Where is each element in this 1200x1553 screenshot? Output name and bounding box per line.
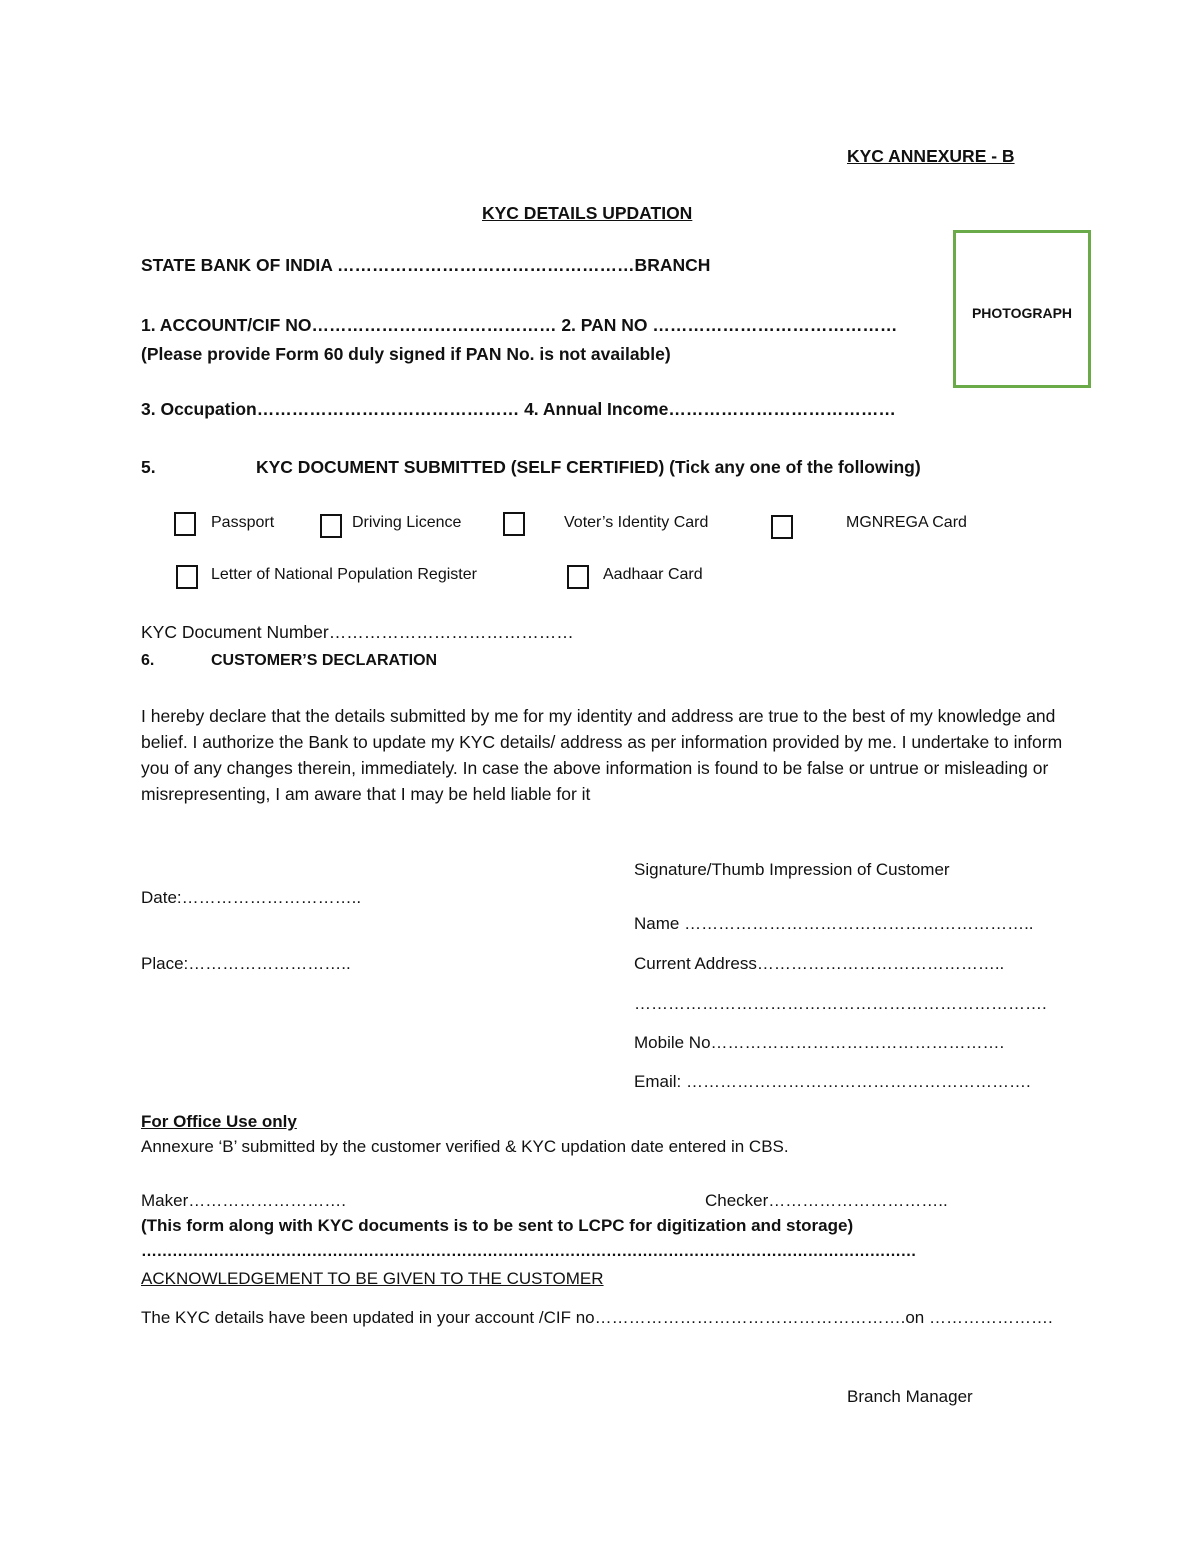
- date-field[interactable]: Date:…………………………..: [141, 888, 362, 907]
- aadhaar-checkbox[interactable]: [567, 565, 589, 589]
- kyc-document-number-field[interactable]: KYC Document Number……………………………………: [141, 622, 574, 642]
- voter-id-checkbox[interactable]: [503, 512, 525, 536]
- passport-label: Passport: [211, 514, 275, 531]
- lcpc-note: (This form along with KYC documents is to be sent to LCPC for digitization and storage): [141, 1216, 854, 1235]
- branch-manager-label: Branch Manager: [847, 1387, 973, 1406]
- cut-line-separator: ……………………………………………………………………………………………………………………………………: [141, 1243, 916, 1260]
- place-field[interactable]: Place:………………………..: [141, 954, 351, 973]
- aadhaar-label: Aadhaar Card: [603, 566, 703, 583]
- office-use-note: Annexure ‘B’ submitted by the customer verified & KYC updation date entered in CBS.: [141, 1137, 789, 1156]
- declaration-body: I hereby declare that the details submitted by me for my identity and address are true to the best of my knowledge and belief. I authorize the Bank to update my KYC details/ address as per information provided by me. I undertake to inform you of any changes therein, immediately. In case the above information is found to be false or untrue or misleading or misrepresenting, I am aware that I may be held liable for it: [141, 706, 1063, 804]
- acknowledgement-heading: ACKNOWLEDGEMENT TO BE GIVEN TO THE CUSTOMER: [141, 1269, 604, 1288]
- mobile-field[interactable]: Mobile No…………………………………………….: [634, 1033, 1005, 1052]
- declaration-text: [141, 703, 1066, 807]
- checker-field[interactable]: Checker…………………………..: [705, 1191, 948, 1210]
- npr-letter-label: Letter of National Population Register: [211, 566, 477, 583]
- current-address-field-2[interactable]: ……………………………………………………………….: [634, 994, 1047, 1013]
- email-field[interactable]: Email: …………………………………………………….: [634, 1072, 1031, 1091]
- office-use-heading: For Office Use only: [141, 1112, 297, 1131]
- name-field[interactable]: Name ……………………………………………………..: [634, 914, 1034, 933]
- kyc-section-number: 5.: [141, 457, 156, 477]
- driving-licence-label: Driving Licence: [352, 514, 462, 531]
- pan-note: (Please provide Form 60 duly signed if PAN No. is not available): [141, 344, 671, 364]
- account-pan-field[interactable]: 1. ACCOUNT/CIF NO…………………………………… 2. PAN NO ……………………………………: [141, 315, 898, 335]
- photograph-box[interactable]: [953, 230, 1091, 388]
- acknowledgement-text: The KYC details have been updated in your account /CIF no……………………………………………….on ………………….: [141, 1308, 1053, 1327]
- declaration-heading: CUSTOMER’S DECLARATION: [211, 652, 438, 669]
- signature-label: Signature/Thumb Impression of Customer: [634, 860, 950, 879]
- voter-id-label: Voter’s Identity Card: [564, 514, 709, 531]
- driving-licence-checkbox[interactable]: [320, 514, 342, 538]
- passport-checkbox[interactable]: [174, 512, 196, 536]
- mgnrega-checkbox[interactable]: [771, 515, 793, 539]
- mgnrega-label: MGNREGA Card: [846, 514, 967, 531]
- current-address-field[interactable]: Current Address……………………………………..: [634, 954, 1005, 973]
- bank-branch-field[interactable]: STATE BANK OF INDIA ……………………………………………BRANCH: [141, 255, 711, 275]
- form-title: KYC DETAILS UPDATION: [482, 203, 693, 223]
- occupation-income-field[interactable]: 3. Occupation……………………………………… 4. Annual Income…………………………………: [141, 399, 896, 419]
- annexure-title: KYC ANNEXURE - B: [847, 146, 1015, 166]
- maker-field[interactable]: Maker……………………….: [141, 1191, 346, 1210]
- npr-letter-checkbox[interactable]: [176, 565, 198, 589]
- kyc-section-heading: KYC DOCUMENT SUBMITTED (SELF CERTIFIED) (Tick any one of the following): [256, 457, 921, 477]
- photograph-label: PHOTOGRAPH: [971, 305, 1073, 321]
- declaration-number: 6.: [141, 652, 155, 669]
